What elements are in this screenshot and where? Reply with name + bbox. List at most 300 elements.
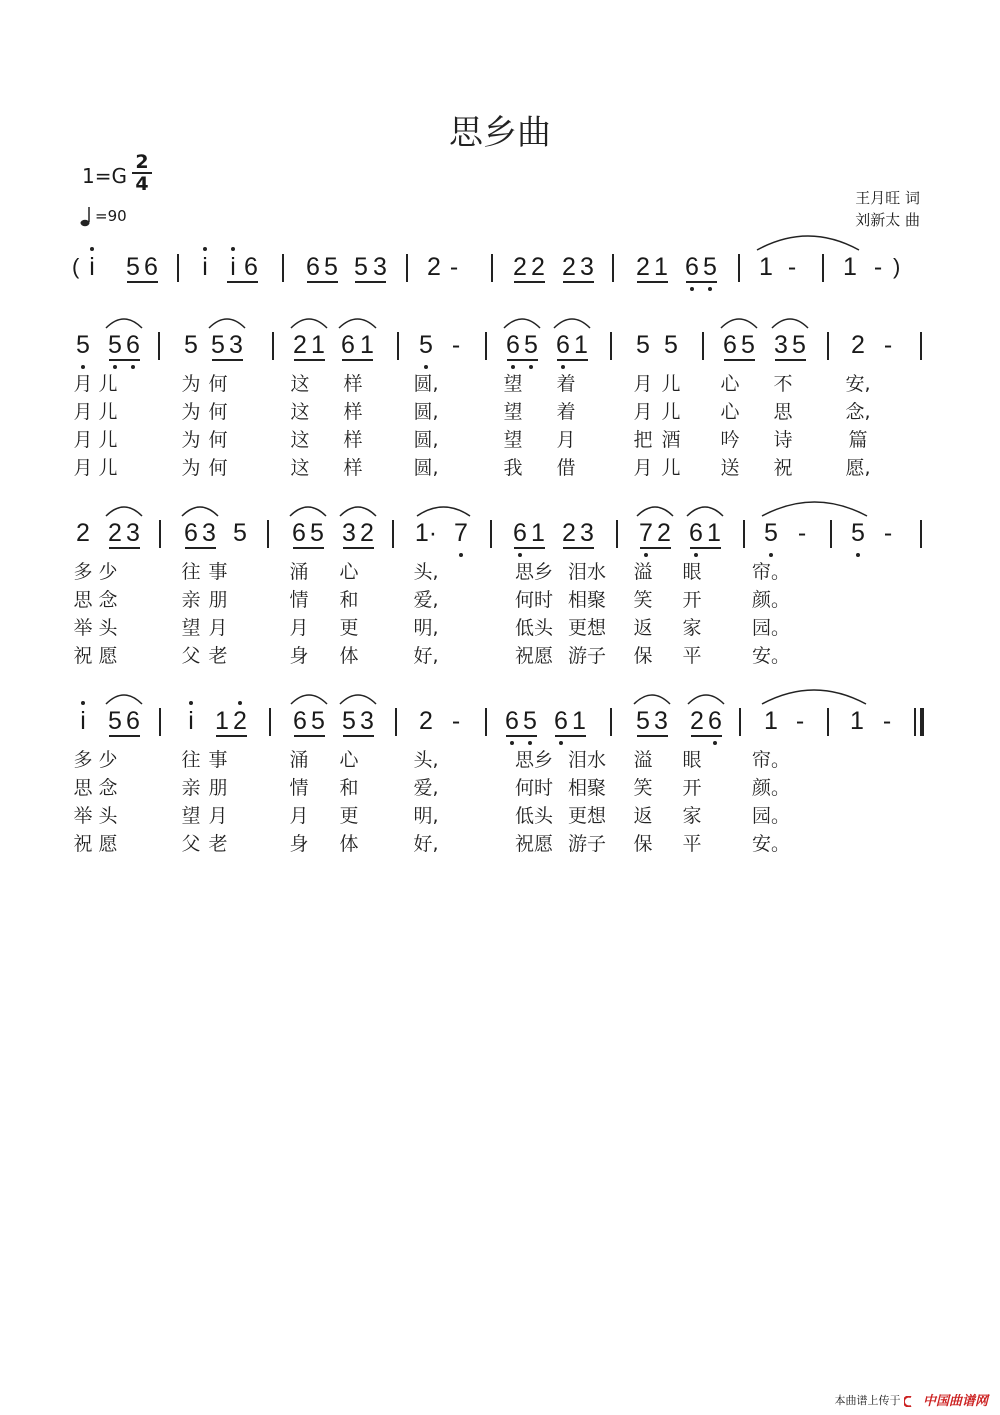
note: - — [873, 253, 883, 281]
tempo-marking — [80, 205, 127, 227]
lyric-word: 爱, — [413, 589, 439, 611]
slur — [106, 695, 142, 704]
note: 5 — [636, 707, 650, 735]
note: 5 — [851, 519, 865, 547]
note: 1 — [311, 331, 325, 359]
lyric-word: 儿 — [98, 429, 118, 451]
note: 2 — [76, 519, 90, 547]
note: 5 — [342, 707, 356, 735]
note: - — [451, 707, 461, 735]
lyric-word: 儿 — [98, 373, 118, 395]
note: 2 — [851, 331, 865, 359]
lyric-word: 朋 — [208, 589, 228, 611]
lyric-word: 父 — [181, 645, 201, 667]
lyric-word: 开 — [682, 589, 702, 611]
note: 6 — [689, 519, 703, 547]
slur — [339, 319, 376, 328]
lyric-word: 望 — [503, 429, 523, 451]
note: - — [451, 331, 461, 359]
lyric-word: 这 — [290, 457, 310, 479]
lyric-word: 涌 — [289, 561, 309, 583]
note: 5 — [211, 331, 225, 359]
lyric-word: 开 — [682, 777, 702, 799]
lyric-word: 何时 — [514, 589, 554, 611]
lyric-word: 酒 — [661, 429, 681, 451]
note: i — [230, 253, 236, 281]
note: 2 — [419, 707, 433, 735]
lyric-word: 家 — [682, 617, 702, 639]
slur — [757, 236, 859, 250]
note: - — [882, 707, 892, 735]
note: 6 — [144, 253, 158, 281]
lyric-word: 月 — [633, 457, 653, 479]
note: 5 — [310, 519, 324, 547]
lyric-word: 月 — [289, 617, 309, 639]
slur — [291, 319, 327, 328]
note: 5 — [792, 331, 806, 359]
slur — [209, 319, 245, 328]
octave-dot-above — [189, 701, 193, 705]
note: 3 — [580, 253, 594, 281]
lyric-word: 低头 — [514, 805, 554, 827]
note: 1 — [654, 253, 668, 281]
slur-layer — [0, 518, 1000, 578]
note: 2 — [427, 253, 441, 281]
lyric-word: 送 — [720, 457, 740, 479]
note: - — [883, 519, 893, 547]
note: 1 — [707, 519, 721, 547]
lyric-word: 保 — [633, 833, 653, 855]
slur — [687, 507, 723, 516]
note: 5 — [524, 331, 538, 359]
lyric-word: 儿 — [661, 373, 681, 395]
lyric-word: 祝 — [73, 833, 93, 855]
note: 2 — [233, 707, 247, 735]
lyric-word: 为 — [181, 373, 201, 395]
lyric-word: 更 — [339, 617, 359, 639]
note: 5 — [76, 331, 90, 359]
note: 6 — [554, 707, 568, 735]
note: 6 — [723, 331, 737, 359]
note: i — [89, 253, 95, 281]
note: - — [449, 253, 459, 281]
lyric-word: 诗 — [773, 429, 793, 451]
score-row-4 — [0, 706, 1000, 766]
slur — [637, 507, 673, 516]
lyric-word: 何 — [208, 429, 228, 451]
lyric-word: 月 — [633, 373, 653, 395]
lyric-word: 样 — [343, 401, 363, 423]
note: 2 — [531, 253, 545, 281]
lyric-word: 亲 — [181, 589, 201, 611]
lyric-word: 思乡 — [514, 749, 554, 771]
octave-dot-above — [231, 247, 235, 251]
slur — [554, 319, 590, 328]
site-logo — [904, 1390, 988, 1409]
lyric-word: 借 — [556, 457, 576, 479]
slur — [340, 695, 376, 704]
lyric-word: 帘。 — [751, 749, 791, 771]
note: 6 — [506, 331, 520, 359]
lyric-word: 好, — [413, 833, 439, 855]
note: 2 — [293, 331, 307, 359]
lyric-word: 朋 — [208, 777, 228, 799]
lyric-word: 望 — [181, 617, 201, 639]
lyric-word: 样 — [343, 429, 363, 451]
note: 5 — [764, 519, 778, 547]
score-row-3 — [0, 518, 1000, 578]
lyric-word: 圆, — [413, 401, 439, 423]
note: 5 — [419, 331, 433, 359]
lyric-word: 祝愿 — [514, 645, 554, 667]
lyric-word: 为 — [181, 429, 201, 451]
note: 6 — [293, 707, 307, 735]
lyric-word: 吟 — [720, 429, 740, 451]
lyric-word: 何 — [208, 457, 228, 479]
lyric-word: 明, — [413, 805, 439, 827]
key-signature: 1=G — [82, 164, 127, 188]
lyric-word: 和 — [339, 777, 359, 799]
lyric-word: 相聚 — [567, 777, 607, 799]
note: 6 — [341, 331, 355, 359]
lyric-word: 更想 — [567, 805, 607, 827]
lyric-word: 心 — [339, 561, 359, 583]
lyric-word: 和 — [339, 589, 359, 611]
footer-upload-text: 本曲谱上传于 — [834, 1393, 901, 1407]
lyric-word: 亲 — [181, 777, 201, 799]
note: 2 — [657, 519, 671, 547]
slur — [106, 507, 142, 516]
time-signature-top: 2 — [135, 151, 149, 173]
octave-dot-above — [203, 247, 207, 251]
lyric-word: 体 — [339, 833, 359, 855]
lyric-word: 父 — [181, 833, 201, 855]
lyric-word: 篇 — [848, 429, 868, 451]
lyric-word: 望 — [503, 373, 523, 395]
lyric-word: 样 — [343, 373, 363, 395]
note: 7 — [639, 519, 653, 547]
note: 1 — [574, 331, 588, 359]
score-row-1 — [0, 252, 1000, 312]
note: 1· — [414, 519, 438, 547]
lyric-word: 保 — [633, 645, 653, 667]
note: 5 — [354, 253, 368, 281]
lyric-word: 事 — [208, 749, 228, 771]
lyric-word: 安。 — [751, 645, 791, 667]
note: 6 — [708, 707, 722, 735]
lyric-word: 明, — [413, 617, 439, 639]
octave-dot-above — [238, 701, 242, 705]
lyric-word: 平 — [682, 833, 702, 855]
note: 1 — [764, 707, 778, 735]
note: 5 — [311, 707, 325, 735]
lyric-word: 思乡 — [514, 561, 554, 583]
note: 3 — [373, 253, 387, 281]
lyric-word: 眼 — [682, 749, 702, 771]
lyric-word: 更 — [339, 805, 359, 827]
quarter-note-icon — [80, 205, 95, 227]
lyric-word: 样 — [343, 457, 363, 479]
lyric-word: 头, — [413, 561, 439, 583]
lyric-word: 涌 — [289, 749, 309, 771]
lyric-word: 月 — [289, 805, 309, 827]
note: 5 — [184, 331, 198, 359]
note: 2 — [360, 519, 374, 547]
note: 1 — [531, 519, 545, 547]
lyric-word: 月 — [73, 457, 93, 479]
note: 1 — [215, 707, 229, 735]
note: 3 — [360, 707, 374, 735]
note: 5 — [126, 253, 140, 281]
note: 6 — [126, 707, 140, 735]
slur-layer — [0, 706, 1000, 766]
note: 1 — [572, 707, 586, 735]
lyric-word: 祝 — [773, 457, 793, 479]
note: 6 — [556, 331, 570, 359]
lyric-word: 念, — [845, 401, 871, 423]
note: - — [883, 331, 893, 359]
lyric-word: 望 — [503, 401, 523, 423]
lyric-word: 何 — [208, 373, 228, 395]
note: 2 — [690, 707, 704, 735]
slur-layer — [0, 252, 1000, 312]
note: 3 — [202, 519, 216, 547]
note: 6 — [513, 519, 527, 547]
lyric-word: 情 — [289, 589, 309, 611]
lyric-word: 头 — [98, 805, 118, 827]
site-name: 中国曲谱网 — [922, 1394, 988, 1409]
note: 6 — [126, 331, 140, 359]
note: 5 — [324, 253, 338, 281]
lyric-word: 头 — [98, 617, 118, 639]
lyric-word: 返 — [633, 617, 653, 639]
lyric-word: 月 — [73, 429, 93, 451]
lyric-word: 祝愿 — [514, 833, 554, 855]
lyric-word: 心 — [720, 401, 740, 423]
note: 6 — [292, 519, 306, 547]
lyricist-credit: 王月旺 词 — [855, 189, 920, 207]
tempo-value: =90 — [95, 207, 127, 225]
slur — [721, 319, 757, 328]
lyric-word: 心 — [720, 373, 740, 395]
note: i — [188, 707, 194, 735]
lyric-word: 愿 — [98, 833, 118, 855]
lyric-word: 好, — [413, 645, 439, 667]
note: 1 — [360, 331, 374, 359]
lyric-word: 泪水 — [567, 561, 607, 583]
lyric-word: 圆, — [413, 457, 439, 479]
slur — [504, 319, 540, 328]
lyric-word: 不 — [773, 373, 793, 395]
lyric-word: 这 — [290, 429, 310, 451]
lyric-word: 身 — [289, 833, 309, 855]
note: 1 — [759, 253, 773, 281]
lyric-word: 月 — [208, 617, 228, 639]
lyric-word: 颜。 — [751, 777, 791, 799]
lyric-word: 笑 — [633, 589, 653, 611]
note: 3 — [229, 331, 243, 359]
note: 1 — [850, 707, 864, 735]
lyric-word: 往 — [181, 749, 201, 771]
time-signature-bottom: 4 — [135, 173, 149, 195]
note: - — [795, 707, 805, 735]
lyric-word: 多 — [73, 561, 93, 583]
lyric-word: 着 — [556, 401, 576, 423]
lyric-word: 念 — [98, 777, 118, 799]
lyric-word: 情 — [289, 777, 309, 799]
lyric-word: 为 — [181, 401, 201, 423]
intro-open-paren: ( — [72, 254, 80, 279]
lyric-word: 儿 — [98, 457, 118, 479]
lyric-word: 体 — [339, 645, 359, 667]
note: 2 — [513, 253, 527, 281]
note: 6 — [184, 519, 198, 547]
composer-credit: 刘新太 曲 — [855, 211, 920, 229]
slur — [182, 507, 218, 516]
lyric-word: 月 — [73, 373, 93, 395]
note: 7 — [454, 519, 468, 547]
lyric-word: 少 — [98, 749, 118, 771]
note: 3 — [774, 331, 788, 359]
lyric-word: 圆, — [413, 429, 439, 451]
lyric-word: 溢 — [633, 749, 653, 771]
lyric-word: 颜。 — [751, 589, 791, 611]
note: 5 — [233, 519, 247, 547]
note: 2 — [108, 519, 122, 547]
slur — [417, 507, 470, 516]
octave-dot-above — [81, 701, 85, 705]
lyric-word: 望 — [181, 805, 201, 827]
lyric-word: 帘。 — [751, 561, 791, 583]
lyric-word: 月 — [633, 401, 653, 423]
lyric-word: 少 — [98, 561, 118, 583]
lyric-word: 园。 — [751, 805, 791, 827]
lyric-word: 为 — [181, 457, 201, 479]
lyric-word: 心 — [339, 749, 359, 771]
note: 2 — [636, 253, 650, 281]
lyric-word: 低头 — [514, 617, 554, 639]
lyric-word: 圆, — [413, 373, 439, 395]
slur — [688, 695, 724, 704]
lyric-word: 安, — [845, 373, 871, 395]
lyric-word: 我 — [503, 457, 523, 479]
slur — [762, 690, 866, 704]
lyric-word: 往 — [181, 561, 201, 583]
note: 6 — [505, 707, 519, 735]
lyric-word: 头, — [413, 749, 439, 771]
lyric-word: 着 — [556, 373, 576, 395]
lyric-word: 月 — [208, 805, 228, 827]
lyric-word: 思 — [73, 589, 93, 611]
lyric-word: 愿, — [845, 457, 871, 479]
lyric-word: 这 — [290, 373, 310, 395]
lyric-word: 更想 — [567, 617, 607, 639]
note: 5 — [108, 331, 122, 359]
note: 5 — [523, 707, 537, 735]
lyric-word: 老 — [208, 645, 228, 667]
octave-dot-above — [90, 247, 94, 251]
note: 2 — [562, 519, 576, 547]
lyric-word: 事 — [208, 561, 228, 583]
note: 5 — [664, 331, 678, 359]
lyric-word: 游子 — [567, 645, 607, 667]
lyric-word: 何时 — [514, 777, 554, 799]
note: 3 — [580, 519, 594, 547]
lyric-word: 念 — [98, 589, 118, 611]
lyric-word: 这 — [290, 401, 310, 423]
lyric-word: 园。 — [751, 617, 791, 639]
page-title: 思乡曲 — [449, 113, 551, 153]
note: 6 — [306, 253, 320, 281]
slur — [290, 507, 326, 516]
slur — [291, 695, 327, 704]
lyric-word: 举 — [73, 617, 93, 639]
lyric-word: 爱, — [413, 777, 439, 799]
lyric-word: 溢 — [633, 561, 653, 583]
slur — [634, 695, 670, 704]
logo-icon — [904, 1396, 918, 1407]
lyric-word: 祝 — [73, 645, 93, 667]
note: 1 — [843, 253, 857, 281]
slur — [772, 319, 808, 328]
lyric-word: 何 — [208, 401, 228, 423]
lyric-word: 思 — [773, 401, 793, 423]
note: 3 — [126, 519, 140, 547]
lyric-word: 思 — [73, 777, 93, 799]
intro-close-paren: ) — [893, 254, 901, 279]
note: 2 — [562, 253, 576, 281]
footer — [834, 1390, 988, 1409]
time-signature — [132, 152, 152, 194]
note: i — [80, 707, 86, 735]
slur — [762, 502, 867, 516]
lyric-word: 相聚 — [567, 589, 607, 611]
note: 5 — [108, 707, 122, 735]
lyric-word: 安。 — [751, 833, 791, 855]
note: 5 — [636, 331, 650, 359]
lyric-word: 愿 — [98, 645, 118, 667]
lyric-word: 儿 — [661, 401, 681, 423]
lyric-word: 儿 — [98, 401, 118, 423]
note: i — [202, 253, 208, 281]
note: - — [787, 253, 797, 281]
lyric-word: 笑 — [633, 777, 653, 799]
note: 6 — [244, 253, 258, 281]
note: 5 — [703, 253, 717, 281]
slur — [106, 319, 142, 328]
lyric-word: 泪水 — [567, 749, 607, 771]
lyric-word: 身 — [289, 645, 309, 667]
lyric-word: 眼 — [682, 561, 702, 583]
lyric-word: 平 — [682, 645, 702, 667]
slur — [340, 507, 376, 516]
note: 5 — [741, 331, 755, 359]
lyric-word: 把 — [633, 429, 653, 451]
lyric-word: 老 — [208, 833, 228, 855]
lyric-word: 游子 — [567, 833, 607, 855]
lyric-word: 月 — [73, 401, 93, 423]
note: 6 — [685, 253, 699, 281]
note: - — [797, 519, 807, 547]
lyric-word: 多 — [73, 749, 93, 771]
note: 3 — [342, 519, 356, 547]
lyric-word: 家 — [682, 805, 702, 827]
note: 3 — [654, 707, 668, 735]
lyric-word: 返 — [633, 805, 653, 827]
lyric-word: 月 — [556, 429, 576, 451]
lyric-word: 举 — [73, 805, 93, 827]
lyric-word: 儿 — [661, 457, 681, 479]
